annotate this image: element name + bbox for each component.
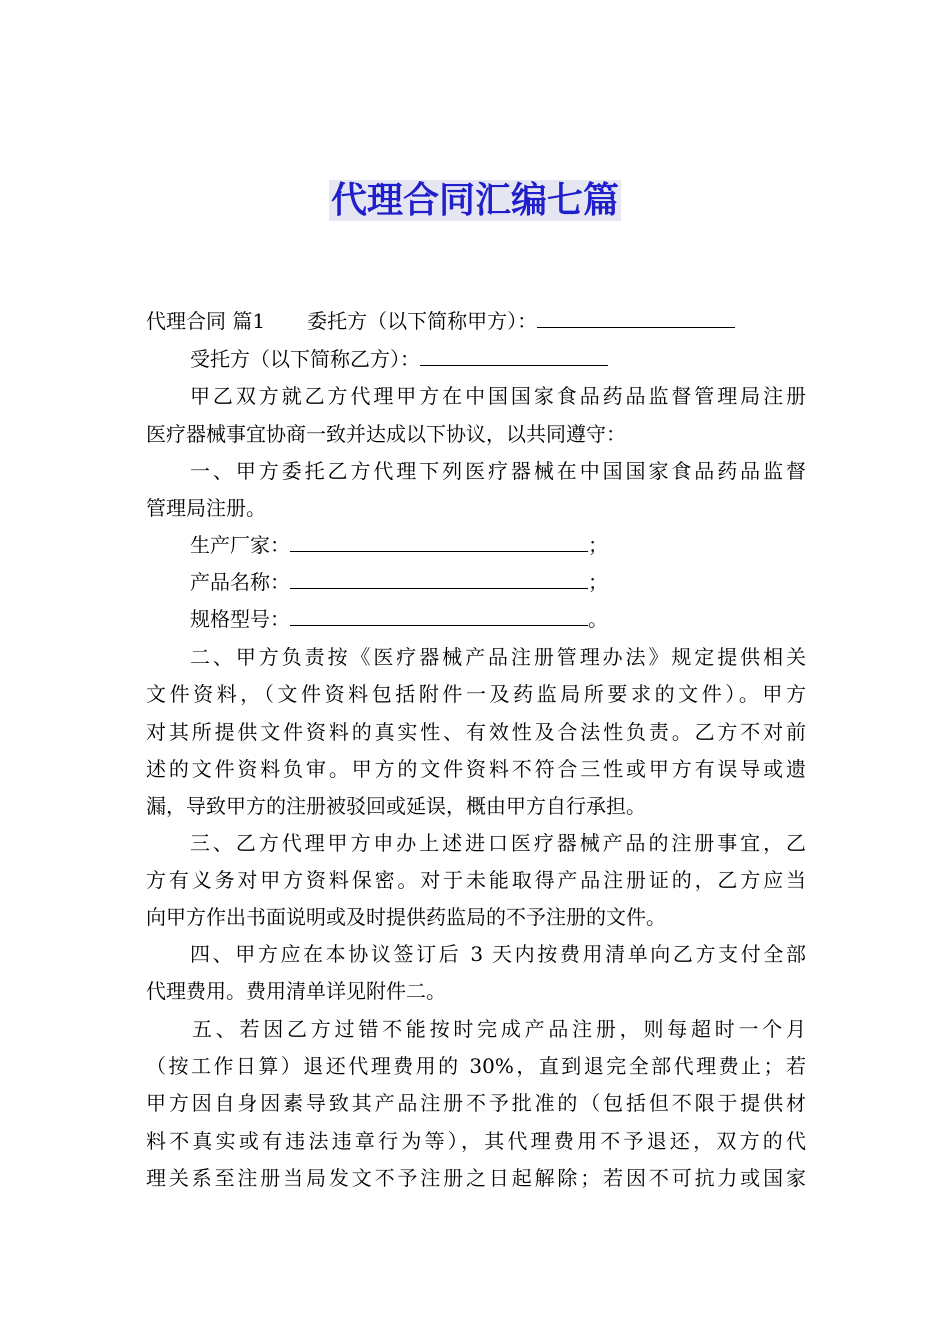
paragraph-line: 料不真实或有违法违章行为等），其代理费用不予退还，双方的代 <box>146 1129 806 1153</box>
paragraph-line: 对其所提供文件资料的真实性、有效性及合法性负责。乙方不对前 <box>146 720 806 744</box>
line-end-punct: ； <box>588 570 608 594</box>
model-label: 规格型号： <box>190 607 290 631</box>
paragraph-line: 向甲方作出书面说明或及时提供药监局的不予注册的文件。 <box>146 905 666 929</box>
line-end-punct: 。 <box>588 607 608 631</box>
manufacturer-label: 生产厂家： <box>190 533 290 557</box>
party-a-blank <box>537 307 735 328</box>
paragraph-line: 甲方因自身因素导致其产品注册不予批准的（包括但不限于提供材 <box>146 1091 806 1115</box>
product-name-label: 产品名称： <box>190 570 290 594</box>
paragraph-line: 代理费用。费用清单详见附件二。 <box>146 979 446 1003</box>
paragraph-line: （按工作日算）退还代理费用的 30%，直到退完全部代理费止；若 <box>146 1054 806 1078</box>
paragraph-line: 五、若因乙方过错不能按时完成产品注册，则每超时一个月 <box>192 1017 806 1041</box>
paragraph-line: 文件资料，（文件资料包括附件一及药监局所要求的文件）。甲方 <box>146 682 806 706</box>
paragraph-line: 二、甲方负责按《医疗器械产品注册管理办法》规定提供相关 <box>190 645 806 669</box>
party-a-line <box>146 307 806 335</box>
document-title-text: 代理合同汇编七篇 <box>330 180 619 221</box>
product-name-line <box>190 568 806 596</box>
paragraph-line: 四、甲方应在本协议签订后 3 天内按费用清单向乙方支付全部 <box>190 942 806 966</box>
paragraph-line: 漏，导致甲方的注册被驳回或延误，概由甲方自行承担。 <box>146 794 646 818</box>
model-blank <box>290 605 588 626</box>
paragraph-line: 三、乙方代理甲方申办上述进口医疗器械产品的注册事宜，乙 <box>190 831 806 855</box>
paragraph-line: 理关系至注册当局发文不予注册之日起解除；若因不可抗力或国家 <box>146 1166 806 1190</box>
paragraph-line: 方有义务对甲方资料保密。对于未能取得产品注册证的，乙方应当 <box>146 868 806 892</box>
party-b-blank <box>420 345 608 366</box>
section-heading: 代理合同 篇1 <box>146 309 266 333</box>
manufacturer-line <box>190 531 806 559</box>
party-b-line <box>190 345 806 373</box>
paragraph-line: 医疗器械事宜协商一致并达成以下协议，以共同遵守： <box>146 422 626 446</box>
manufacturer-blank <box>290 531 588 552</box>
paragraph-line: 甲乙双方就乙方代理甲方在中国国家食品药品监督管理局注册 <box>190 384 806 408</box>
paragraph-line: 管理局注册。 <box>146 496 266 520</box>
model-line <box>190 605 806 633</box>
party-a-label: 委托方（以下简称甲方）： <box>307 309 538 333</box>
party-b-label: 受托方（以下简称乙方）： <box>190 347 420 371</box>
product-name-blank <box>290 568 588 589</box>
document-title <box>0 178 950 224</box>
paragraph-line: 述的文件资料负审。甲方的文件资料不符合三性或甲方有误导或遗 <box>146 757 806 781</box>
line-end-punct: ； <box>588 533 608 557</box>
paragraph-line: 一、甲方委托乙方代理下列医疗器械在中国国家食品药品监督 <box>190 459 806 483</box>
